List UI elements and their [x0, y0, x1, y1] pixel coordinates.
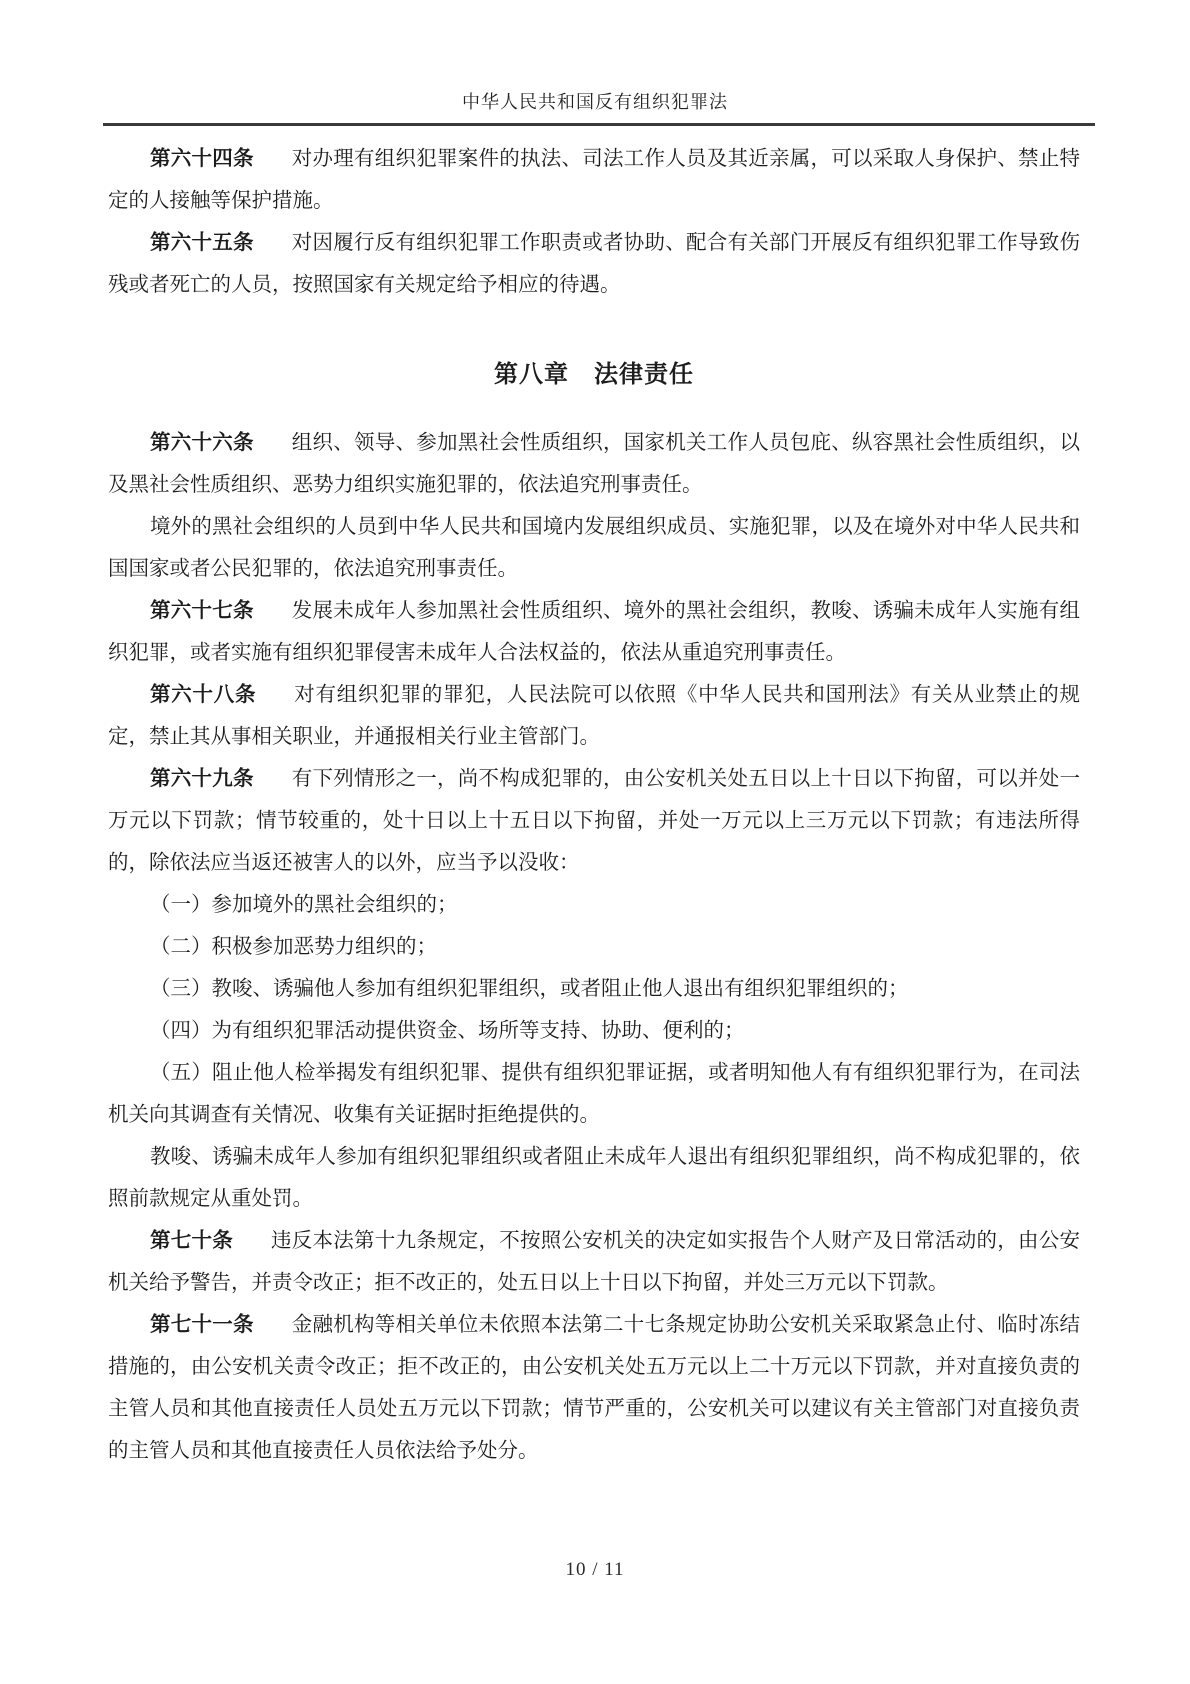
article-64-paragraph — [108, 138, 1080, 222]
header-rule — [103, 123, 1095, 126]
chapter-8-heading: 第八章 法律责任 — [494, 362, 694, 388]
article-70-number: 第七十条 — [150, 1230, 233, 1252]
article-70-paragraph — [108, 1220, 1080, 1304]
article-68-number: 第六十八条 — [150, 684, 257, 706]
article-65-number: 第六十五条 — [150, 232, 254, 254]
article-67-text: 发展未成年人参加黑社会性质组织、境外的黑社会组织，教唆、诱骗未成年人实施有组织犯罪，或者实施有组织犯罪侵害未成年人合法权益的，依法从重追究刑事责任。 — [108, 600, 1080, 664]
article-69-item-5: （五）阻止他人检举揭发有组织犯罪、提供有组织犯罪证据，或者明知他人有有组织犯罪行为，在司法机关向其调查有关情况、收集有关证据时拒绝提供的。 — [108, 1062, 1080, 1126]
article-64-number: 第六十四条 — [150, 148, 254, 170]
article-71-number: 第七十一条 — [150, 1314, 254, 1336]
article-69-item-1: （一）参加境外的黑社会组织的； — [150, 894, 458, 916]
article-66-clause-2-paragraph: 境外的黑社会组织的人员到中华人民共和国境内发展组织成员、实施犯罪，以及在境外对中华人民共和国国家或者公民犯罪的，依法追究刑事责任。 — [108, 516, 1080, 580]
article-69-number: 第六十九条 — [150, 768, 254, 790]
article-67-paragraph — [108, 590, 1080, 674]
page-number-indicator: 10 / 11 — [565, 1559, 625, 1580]
article-66-text: 组织、领导、参加黑社会性质组织，国家机关工作人员包庇、纵容黑社会性质组织，以及黑社会性质组织、恶势力组织实施犯罪的，依法追究刑事责任。 — [108, 432, 1080, 496]
article-69-item-3: （三）教唆、诱骗他人参加有组织犯罪组织，或者阻止他人退出有组织犯罪组织的； — [150, 978, 909, 1000]
running-head-title: 中华人民共和国反有组织犯罪法 — [462, 92, 728, 112]
article-65-text: 对因履行反有组织犯罪工作职责或者协助、配合有关部门开展反有组织犯罪工作导致伤残或者死亡的人员，按照国家有关规定给予相应的待遇。 — [108, 232, 1080, 296]
article-69-item-4: （四）为有组织犯罪活动提供资金、场所等支持、协助、便利的； — [150, 1020, 745, 1042]
article-68-paragraph — [108, 674, 1080, 758]
article-71-paragraph — [108, 1304, 1080, 1472]
article-69-clause-2-paragraph: 教唆、诱骗未成年人参加有组织犯罪组织或者阻止未成年人退出有组织犯罪组织，尚不构成犯罪的，依照前款规定从重处罚。 — [108, 1146, 1080, 1210]
page-footer — [0, 1558, 1190, 1582]
article-69-text: 有下列情形之一，尚不构成犯罪的，由公安机关处五日以上十日以下拘留，可以并处一万元以下罚款；情节较重的，处十日以上十五日以下拘留，并处一万元以上三万元以下罚款；有违法所得的，除依法应当返还被害人的以外，应当予以没收： — [108, 768, 1080, 874]
article-71-text: 金融机构等相关单位未依照本法第二十七条规定协助公安机关采取紧急止付、临时冻结措施的，由公安机关责令改正；拒不改正的，由公安机关处五万元以上二十万元以下罚款，并对直接负责的主管人员和其他直接责任人员处五万元以下罚款；情节严重的，公安机关可以建议有关主管部门对直接负责的主管人员和其他直接责任人员依法给予处分。 — [108, 1314, 1080, 1462]
article-66-paragraph — [108, 422, 1080, 506]
article-67-number: 第六十七条 — [150, 600, 254, 622]
page-header — [0, 0, 1190, 126]
article-68-text: 对有组织犯罪的罪犯，人民法院可以依照《中华人民共和国刑法》有关从业禁止的规定，禁止其从事相关职业，并通报相关行业主管部门。 — [108, 684, 1080, 748]
article-66-number: 第六十六条 — [150, 432, 254, 454]
article-65-paragraph — [108, 222, 1080, 306]
article-70-text: 违反本法第十九条规定，不按照公安机关的决定如实报告个人财产及日常活动的，由公安机关给予警告，并责令改正；拒不改正的，处五日以上十日以下拘留，并处三万元以下罚款。 — [108, 1230, 1080, 1294]
document-body — [108, 138, 1080, 1472]
article-69-paragraph — [108, 758, 1080, 884]
article-64-text: 对办理有组织犯罪案件的执法、司法工作人员及其近亲属，可以采取人身保护、禁止特定的人接触等保护措施。 — [108, 148, 1080, 212]
article-69-item-2: （二）积极参加恶势力组织的； — [150, 936, 437, 958]
